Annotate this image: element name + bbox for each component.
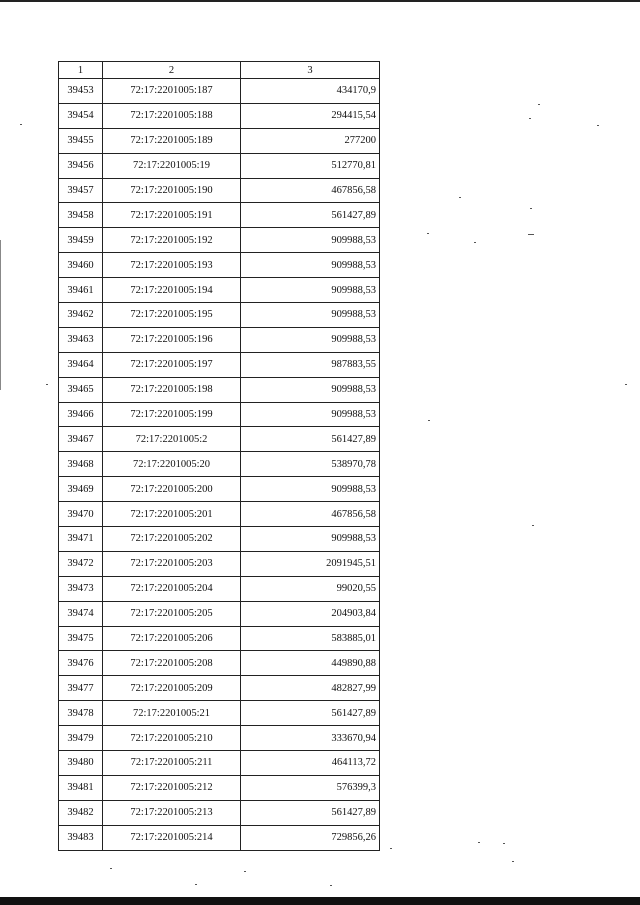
table-row bbox=[59, 377, 380, 402]
row-number-cell: 39466 bbox=[59, 402, 103, 427]
table-row bbox=[59, 775, 380, 800]
scan-speck bbox=[195, 884, 197, 885]
scan-speck bbox=[625, 384, 627, 385]
row-number-cell: 39457 bbox=[59, 178, 103, 203]
scan-speck bbox=[110, 868, 112, 869]
scan-speck bbox=[427, 233, 429, 234]
table-row bbox=[59, 103, 380, 128]
cadastral-value-cell: 909988,53 bbox=[241, 253, 380, 278]
table-row bbox=[59, 452, 380, 477]
row-number-cell: 39467 bbox=[59, 427, 103, 452]
cadastral-value-cell: 729856,26 bbox=[241, 825, 380, 850]
scan-speck bbox=[244, 871, 246, 872]
cadastral-value-cell: 2091945,51 bbox=[241, 551, 380, 576]
cadastral-value-cell: 449890,88 bbox=[241, 651, 380, 676]
table-row bbox=[59, 551, 380, 576]
cadastral-number-cell: 72:17:2201005:202 bbox=[103, 527, 241, 552]
cadastral-value-cell: 909988,53 bbox=[241, 303, 380, 328]
page-left-edge-mark bbox=[0, 240, 1, 390]
table-row bbox=[59, 253, 380, 278]
row-number-cell: 39472 bbox=[59, 551, 103, 576]
cadastral-value-cell: 434170,9 bbox=[241, 79, 380, 104]
cadastral-number-cell: 72:17:2201005:211 bbox=[103, 751, 241, 776]
table-row bbox=[59, 726, 380, 751]
scan-speck bbox=[46, 384, 48, 385]
scan-speck bbox=[330, 885, 332, 886]
table-row bbox=[59, 402, 380, 427]
table-row bbox=[59, 502, 380, 527]
cadastral-number-cell: 72:17:2201005:205 bbox=[103, 601, 241, 626]
cadastral-number-cell: 72:17:2201005:190 bbox=[103, 178, 241, 203]
cadastral-value-cell: 467856,58 bbox=[241, 502, 380, 527]
cadastral-number-cell: 72:17:2201005:199 bbox=[103, 402, 241, 427]
column-header-1: 1 bbox=[59, 62, 103, 79]
cadastral-number-cell: 72:17:2201005:210 bbox=[103, 726, 241, 751]
table-row bbox=[59, 203, 380, 228]
cadastral-value-cell: 464113,72 bbox=[241, 751, 380, 776]
row-number-cell: 39477 bbox=[59, 676, 103, 701]
row-number-cell: 39476 bbox=[59, 651, 103, 676]
table-row bbox=[59, 178, 380, 203]
row-number-cell: 39481 bbox=[59, 775, 103, 800]
cadastral-value-cell: 294415,54 bbox=[241, 103, 380, 128]
table-header bbox=[59, 62, 380, 79]
row-number-cell: 39483 bbox=[59, 825, 103, 850]
cadastral-number-cell: 72:17:2201005:206 bbox=[103, 626, 241, 651]
table-row bbox=[59, 701, 380, 726]
scan-speck bbox=[597, 125, 599, 126]
row-number-cell: 39461 bbox=[59, 278, 103, 303]
cadastral-value-cell: 561427,89 bbox=[241, 701, 380, 726]
cadastral-number-cell: 72:17:2201005:213 bbox=[103, 800, 241, 825]
table-row bbox=[59, 79, 380, 104]
cadastral-number-cell: 72:17:2201005:214 bbox=[103, 825, 241, 850]
cadastral-number-cell: 72:17:2201005:204 bbox=[103, 576, 241, 601]
row-number-cell: 39480 bbox=[59, 751, 103, 776]
cadastral-value-cell: 909988,53 bbox=[241, 402, 380, 427]
row-number-cell: 39470 bbox=[59, 502, 103, 527]
table-row bbox=[59, 676, 380, 701]
row-number-cell: 39478 bbox=[59, 701, 103, 726]
cadastral-value-table bbox=[58, 61, 380, 851]
cadastral-value-cell: 909988,53 bbox=[241, 278, 380, 303]
cadastral-value-cell: 99020,55 bbox=[241, 576, 380, 601]
row-number-cell: 39469 bbox=[59, 477, 103, 502]
cadastral-number-cell: 72:17:2201005:20 bbox=[103, 452, 241, 477]
cadastral-number-cell: 72:17:2201005:194 bbox=[103, 278, 241, 303]
cadastral-value-cell: 576399,3 bbox=[241, 775, 380, 800]
table-row bbox=[59, 477, 380, 502]
table-row bbox=[59, 825, 380, 850]
column-header-2: 2 bbox=[103, 62, 241, 79]
cadastral-number-cell: 72:17:2201005:193 bbox=[103, 253, 241, 278]
row-number-cell: 39454 bbox=[59, 103, 103, 128]
cadastral-value-cell: 561427,89 bbox=[241, 800, 380, 825]
column-header-3: 3 bbox=[241, 62, 380, 79]
row-number-cell: 39473 bbox=[59, 576, 103, 601]
cadastral-number-cell: 72:17:2201005:196 bbox=[103, 327, 241, 352]
table-body bbox=[59, 79, 380, 851]
table-row bbox=[59, 153, 380, 178]
cadastral-number-cell: 72:17:2201005:2 bbox=[103, 427, 241, 452]
cadastral-number-cell: 72:17:2201005:189 bbox=[103, 128, 241, 153]
table-row bbox=[59, 651, 380, 676]
table-row bbox=[59, 128, 380, 153]
table-row bbox=[59, 626, 380, 651]
scan-speck bbox=[512, 861, 514, 862]
table-row bbox=[59, 228, 380, 253]
scan-speck bbox=[503, 843, 505, 844]
row-number-cell: 39474 bbox=[59, 601, 103, 626]
table-header-row bbox=[59, 62, 380, 79]
cadastral-number-cell: 72:17:2201005:197 bbox=[103, 352, 241, 377]
cadastral-value-cell: 538970,78 bbox=[241, 452, 380, 477]
row-number-cell: 39482 bbox=[59, 800, 103, 825]
table-row bbox=[59, 527, 380, 552]
row-number-cell: 39463 bbox=[59, 327, 103, 352]
scan-speck bbox=[530, 208, 532, 209]
cadastral-value-cell: 333670,94 bbox=[241, 726, 380, 751]
row-number-cell: 39455 bbox=[59, 128, 103, 153]
cadastral-value-cell: 909988,53 bbox=[241, 377, 380, 402]
scan-speck bbox=[538, 104, 540, 105]
scan-speck bbox=[20, 124, 22, 125]
table-row bbox=[59, 303, 380, 328]
row-number-cell: 39465 bbox=[59, 377, 103, 402]
scan-speck bbox=[428, 420, 430, 421]
cadastral-value-cell: 561427,89 bbox=[241, 427, 380, 452]
row-number-cell: 39458 bbox=[59, 203, 103, 228]
row-number-cell: 39468 bbox=[59, 452, 103, 477]
cadastral-number-cell: 72:17:2201005:208 bbox=[103, 651, 241, 676]
row-number-cell: 39479 bbox=[59, 726, 103, 751]
scan-speck bbox=[532, 525, 534, 526]
cadastral-value-cell: 482827,99 bbox=[241, 676, 380, 701]
row-number-cell: 39459 bbox=[59, 228, 103, 253]
cadastral-value-cell: 909988,53 bbox=[241, 327, 380, 352]
cadastral-number-cell: 72:17:2201005:200 bbox=[103, 477, 241, 502]
table-row bbox=[59, 751, 380, 776]
page-top-border bbox=[0, 0, 640, 2]
cadastral-value-cell: 909988,53 bbox=[241, 477, 380, 502]
cadastral-number-cell: 72:17:2201005:19 bbox=[103, 153, 241, 178]
cadastral-number-cell: 72:17:2201005:191 bbox=[103, 203, 241, 228]
scan-speck bbox=[529, 118, 531, 119]
cadastral-value-cell: 909988,53 bbox=[241, 228, 380, 253]
cadastral-number-cell: 72:17:2201005:212 bbox=[103, 775, 241, 800]
cadastral-number-cell: 72:17:2201005:195 bbox=[103, 303, 241, 328]
scan-speck bbox=[528, 234, 534, 235]
row-number-cell: 39456 bbox=[59, 153, 103, 178]
cadastral-value-cell: 909988,53 bbox=[241, 527, 380, 552]
row-number-cell: 39453 bbox=[59, 79, 103, 104]
cadastral-value-cell: 277200 bbox=[241, 128, 380, 153]
cadastral-number-cell: 72:17:2201005:21 bbox=[103, 701, 241, 726]
cadastral-value-cell: 204903,84 bbox=[241, 601, 380, 626]
cadastral-value-cell: 583885,01 bbox=[241, 626, 380, 651]
table-row bbox=[59, 601, 380, 626]
row-number-cell: 39462 bbox=[59, 303, 103, 328]
row-number-cell: 39475 bbox=[59, 626, 103, 651]
cadastral-number-cell: 72:17:2201005:209 bbox=[103, 676, 241, 701]
table-row bbox=[59, 278, 380, 303]
table-row bbox=[59, 352, 380, 377]
cadastral-number-cell: 72:17:2201005:203 bbox=[103, 551, 241, 576]
table-row bbox=[59, 576, 380, 601]
table-row bbox=[59, 327, 380, 352]
cadastral-number-cell: 72:17:2201005:188 bbox=[103, 103, 241, 128]
cadastral-number-cell: 72:17:2201005:201 bbox=[103, 502, 241, 527]
cadastral-value-cell: 987883,55 bbox=[241, 352, 380, 377]
page-bottom-border bbox=[0, 897, 640, 905]
cadastral-value-cell: 512770,81 bbox=[241, 153, 380, 178]
row-number-cell: 39460 bbox=[59, 253, 103, 278]
scan-speck bbox=[459, 197, 461, 198]
scan-speck bbox=[478, 842, 480, 843]
cadastral-number-cell: 72:17:2201005:192 bbox=[103, 228, 241, 253]
scan-speck bbox=[474, 242, 476, 243]
row-number-cell: 39471 bbox=[59, 527, 103, 552]
scan-speck bbox=[390, 848, 392, 849]
cadastral-value-cell: 467856,58 bbox=[241, 178, 380, 203]
cadastral-number-cell: 72:17:2201005:198 bbox=[103, 377, 241, 402]
row-number-cell: 39464 bbox=[59, 352, 103, 377]
table-row bbox=[59, 427, 380, 452]
cadastral-value-cell: 561427,89 bbox=[241, 203, 380, 228]
table-row bbox=[59, 800, 380, 825]
cadastral-number-cell: 72:17:2201005:187 bbox=[103, 79, 241, 104]
